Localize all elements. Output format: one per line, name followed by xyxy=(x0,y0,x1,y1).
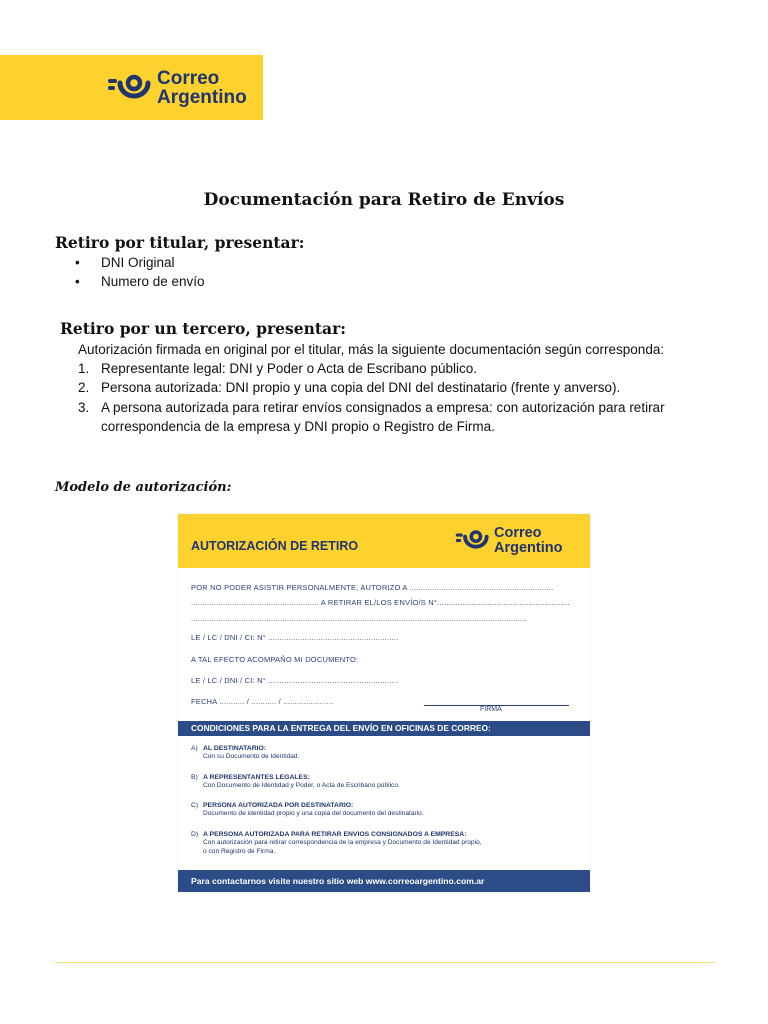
card-footer-contact: Para contactarnos visite nuestro sitio web www.correoargentino.com.ar xyxy=(178,870,590,892)
brand-line2: Argentino xyxy=(494,539,563,556)
form-line-autorizo: POR NO PODER ASISTIR PERSONALMENTE, AUTORIZO A ............................................................... xyxy=(191,583,554,592)
section-tercero-heading: Retiro por un tercero, presentar: xyxy=(60,319,346,338)
condition-title: AL DESTINATARIO: xyxy=(203,745,267,752)
condition-desc: Con Documento de Identidad y Poder, o Acta de Escribano público. xyxy=(203,782,400,789)
condition-item xyxy=(191,802,581,818)
form-line-fecha: FECHA ........... / ........... / ...................... xyxy=(191,697,334,706)
item-text: A persona autorizada para retirar envíos consignados a empresa: con autorización para retirar correspondencia de la empresa y DNI propio o Registro de Firma. xyxy=(101,399,665,434)
brand-line1: Correo xyxy=(157,68,220,89)
condition-desc: o con Registro de Firma. xyxy=(203,848,276,855)
condition-item xyxy=(191,774,581,790)
item-text: Representante legal: DNI y Poder o Acta de Escribano público. xyxy=(101,361,477,376)
condition-title: A PERSONA AUTORIZADA PARA RETIRAR ENVIOS CONSIGNADOS A EMPRESA: xyxy=(203,831,467,838)
condition-letter: C) xyxy=(191,802,199,809)
item-number: 2. xyxy=(78,380,90,396)
list-item xyxy=(78,378,718,397)
condition-desc: Con autorización para retirar correspondencia de la empresa y Documento de Identidad propio, xyxy=(203,839,482,846)
modelo-label: Modelo de autorización: xyxy=(55,480,232,495)
brand-line2: Argentino xyxy=(157,87,247,108)
condition-desc: Con su Documento de Identidad. xyxy=(203,753,300,760)
card-title: AUTORIZACIÓN DE RETIRO xyxy=(191,539,359,553)
condition-desc: Documento de identidad propio y una copia del documento del destinatario. xyxy=(203,810,424,817)
item-text: Persona autorizada: DNI propio y una copia del DNI del destinatario (frente y anverso). xyxy=(101,380,621,396)
form-line-documento-2: LE / LC / DNI / CI: N° ......................................................... xyxy=(191,676,399,685)
condition-title: PERSONA AUTORIZADA POR DESTINATARIO: xyxy=(203,802,354,809)
correo-argentino-logo-icon xyxy=(107,72,151,104)
footer-divider xyxy=(55,962,715,963)
form-line-documento: LE / LC / DNI / CI: N° ......................................................... xyxy=(191,633,399,642)
item-number: 3. xyxy=(78,399,90,415)
section-titular-heading: Retiro por titular, presentar: xyxy=(55,233,305,252)
section-tercero-intro: Autorización firmada en original por el titular, más la siguiente documentación según corresponda: xyxy=(78,342,665,357)
list-item xyxy=(78,398,718,437)
condition-letter: A) xyxy=(191,745,198,752)
item-number: 1. xyxy=(78,361,90,376)
card-header xyxy=(178,514,590,568)
header-banner xyxy=(0,55,263,120)
section-titular-list xyxy=(75,253,205,292)
document-title: Documentación para Retiro de Envíos xyxy=(203,190,565,210)
form-line-blank: ................................................................................................................................................... xyxy=(191,614,527,623)
conditions-header: CONDICIONES PARA LA ENTREGA DEL ENVÍO EN OFICINAS DE CORREO: xyxy=(178,721,590,736)
card-brand-logo xyxy=(455,526,562,555)
correo-argentino-logo-icon xyxy=(455,528,489,553)
brand-logo xyxy=(107,69,247,107)
brand-line1: Correo xyxy=(494,525,542,541)
list-item: • Numero de envío xyxy=(75,272,205,291)
form-line-acompano: A TAL EFECTO ACOMPAÑO MI DOCUMENTO: xyxy=(191,655,359,664)
form-line-envio: ........................................................ A RETIRAR EL/LOS ENVÍO/S N°.......................................................... xyxy=(191,598,570,607)
section-tercero-list xyxy=(78,359,718,436)
condition-item xyxy=(191,745,581,761)
condition-letter: D) xyxy=(191,831,199,838)
condition-letter: B) xyxy=(191,774,198,781)
signature-label: FIRMA xyxy=(480,706,502,713)
list-item xyxy=(78,359,718,378)
list-item: • DNI Original xyxy=(75,253,205,272)
condition-title: A REPRESENTANTES LEGALES: xyxy=(203,774,310,781)
condition-item xyxy=(191,831,581,856)
authorization-card xyxy=(178,514,590,892)
